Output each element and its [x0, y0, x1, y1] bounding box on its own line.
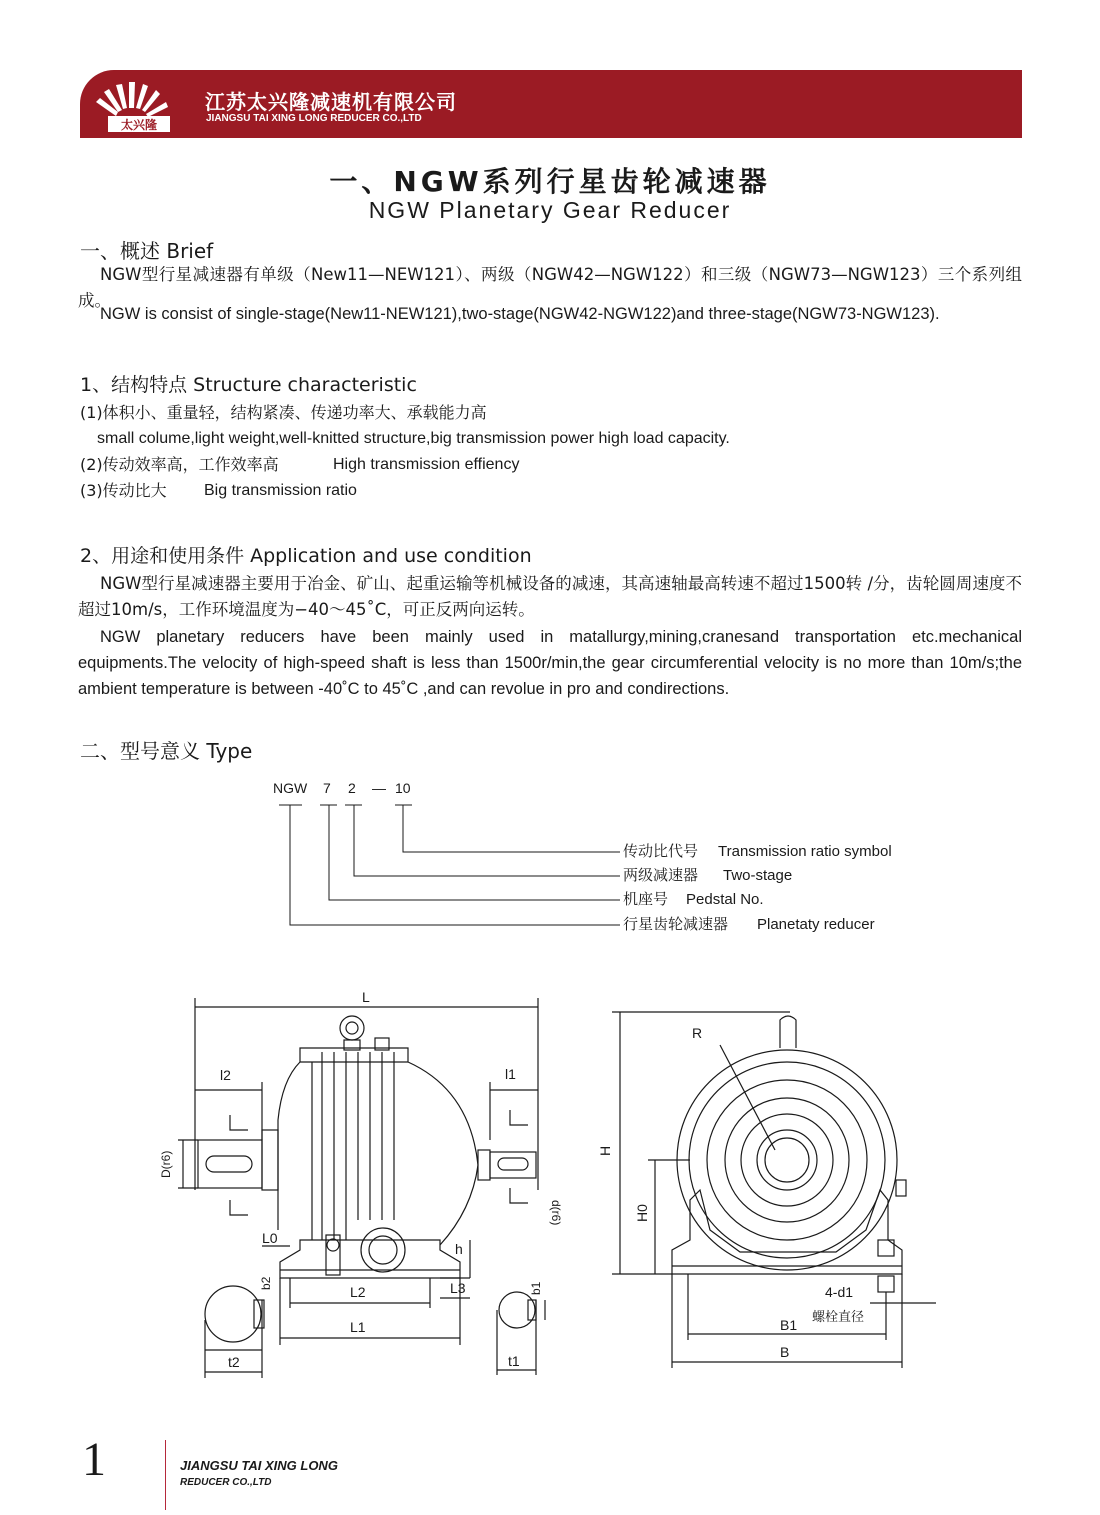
application-text-cn: NGW型行星减速器主要用于冶金、矿山、起重运输等机械设备的减速，其高速轴最高转速不超过1500转 /分，齿轮圆周速度不超过10m/s，工作环境温度为−40～45˚C，可正反两向运转。	[78, 574, 1022, 619]
dim-B: B	[780, 1344, 790, 1360]
dim-h: h	[455, 1241, 463, 1257]
dim-l2: l2	[220, 1067, 231, 1083]
dim-4d1: 4-d1	[825, 1284, 854, 1300]
type-label-pedestal-cn: 机座号	[623, 891, 669, 908]
structure-item3-cn: (3)传动比大	[80, 481, 167, 500]
structure-item2-cn: (2)传动效率高，工作效率高	[80, 455, 279, 474]
type-label-pedestal-en: Pedstal No.	[686, 891, 764, 908]
dim-t2: t2	[228, 1354, 240, 1370]
brief-heading: 一、概述 Brief	[80, 239, 214, 263]
structure-item1-cn: (1)体积小、重量轻，结构紧凑、传递功率大、承载能力高	[80, 403, 487, 422]
type-label-stage-en: Two-stage	[723, 867, 793, 884]
dim-b1: b1	[529, 1281, 543, 1295]
type-code-stage: 2	[348, 780, 356, 796]
type-label-ratio-cn: 传动比代号	[623, 843, 699, 860]
type-label-stage-cn: 两级减速器	[623, 867, 699, 884]
bolt-diameter-label: 螺栓直径	[812, 1310, 865, 1325]
dim-b2: b2	[259, 1276, 273, 1290]
structure-item3-en: Big transmission ratio	[204, 482, 357, 499]
dim-L0: L0	[262, 1230, 278, 1246]
page-number: 1	[82, 1433, 106, 1486]
footer-divider	[165, 1440, 166, 1510]
dim-l1: l1	[505, 1066, 516, 1082]
footer-company-line2: REDUCER CO.,LTD	[180, 1477, 272, 1488]
type-code-ngw: NGW	[273, 780, 308, 796]
dim-t1: t1	[508, 1353, 520, 1369]
dim-H0: H0	[634, 1204, 650, 1222]
structure-item1-en: small colume,light weight,well-knitted structure,big transmission power high load capacity.	[97, 430, 730, 447]
dim-L3: L3	[450, 1280, 466, 1296]
dim-L2: L2	[350, 1284, 366, 1300]
type-code-dash: —	[372, 780, 386, 796]
dim-B1: B1	[780, 1317, 798, 1333]
application-heading: 2、用途和使用条件 Application and use condition	[80, 545, 532, 567]
side-view-drawing	[612, 1012, 936, 1368]
dim-L1: L1	[350, 1319, 366, 1335]
page-title-en: NGW Planetary Gear Reducer	[368, 197, 732, 223]
logo-text: 太兴隆	[120, 118, 158, 132]
dim-d: d(r6)	[549, 1200, 563, 1226]
company-name-cn: 江苏太兴隆减速机有限公司	[205, 90, 457, 114]
type-heading: 二、型号意义 Type	[80, 739, 253, 763]
type-label-planetary-cn: 行星齿轮减速器	[623, 916, 729, 933]
dim-H: H	[597, 1145, 613, 1156]
dim-R: R	[692, 1025, 703, 1041]
brief-text-cn: NGW型行星减速器有单级（New11—NEW121）、两级（NGW42—NGW122）和三级（NGW73—NGW123）三个系列组成。	[78, 265, 1022, 310]
page-title-cn: 一、NGW系列行星齿轮减速器	[329, 165, 771, 198]
structure-heading: 1、结构特点 Structure characteristic	[80, 374, 417, 396]
type-label-planetary-en: Planetaty reducer	[757, 916, 875, 933]
dim-L: L	[362, 989, 370, 1005]
brief-text-en: NGW is consist of single-stage(New11-NEW121),two-stage(NGW42-NGW122)and three-stage(NGW73-NGW123).	[100, 305, 940, 323]
type-label-ratio-en: Transmission ratio symbol	[718, 843, 892, 860]
type-code-pedestal: 7	[323, 780, 331, 796]
type-code-ratio: 10	[395, 780, 411, 796]
footer-company-line1: JIANGSU TAI XING LONG	[180, 1458, 338, 1473]
company-name-en: JIANGSU TAI XING LONG REDUCER CO.,LTD	[206, 113, 422, 124]
dim-D: D(r6)	[159, 1150, 173, 1178]
structure-item2-en: High transmission effiency	[333, 456, 520, 473]
application-text-en: NGW planetary reducers have been mainly used in matallurgy,mining,cranesand transportation etc.mechanical equipments.The velocity of high-speed shaft is less than 1500r/min,the gear circumferential velocity is no more than 10m/s;the ambient temperature is between -40˚C to 45˚C ,and can revolue in pro and condirections.	[78, 628, 1022, 698]
